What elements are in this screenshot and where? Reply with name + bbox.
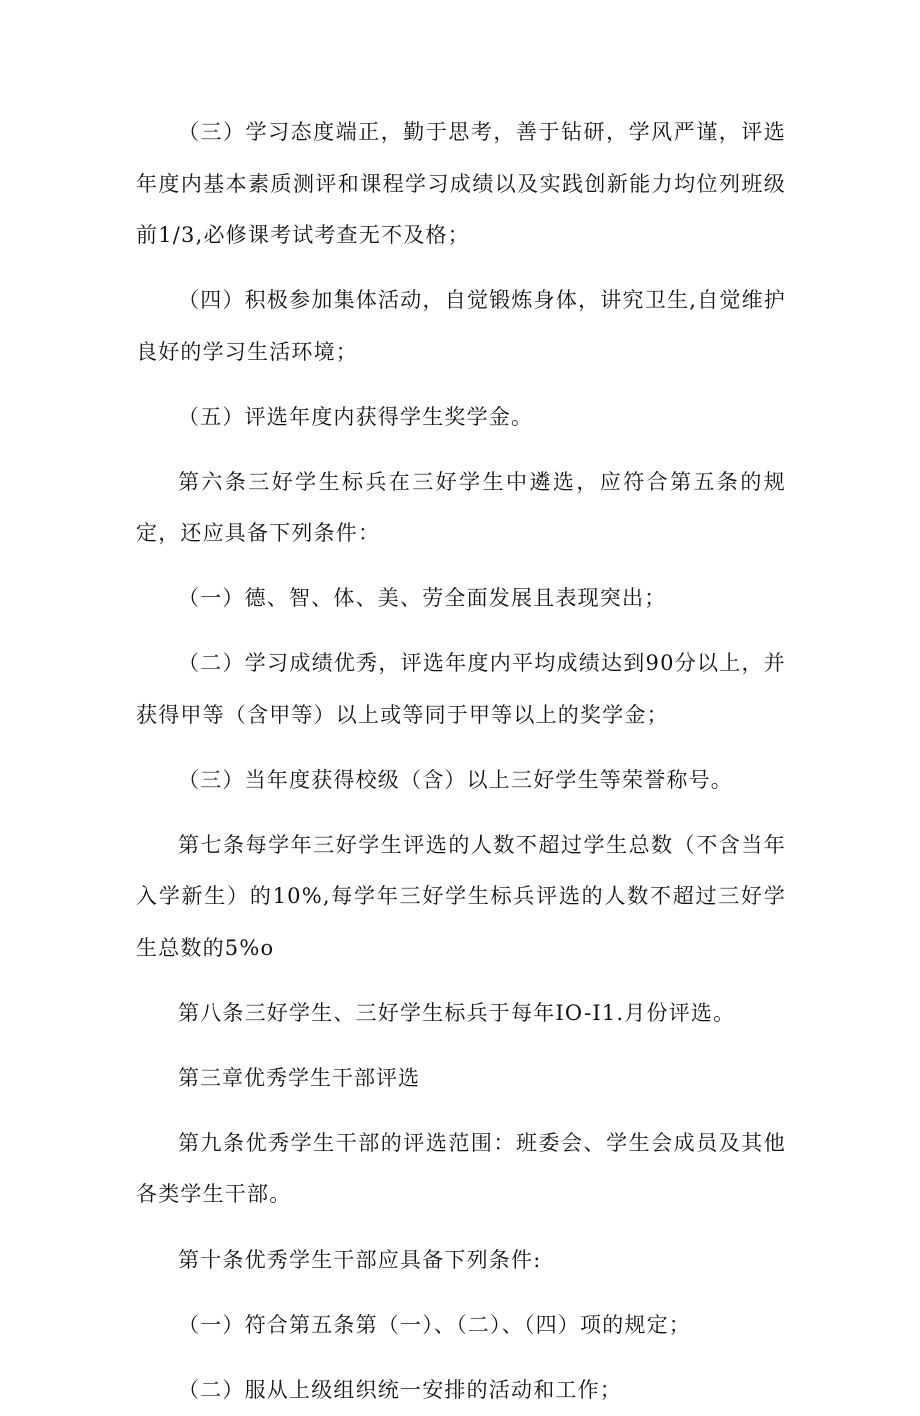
clause-3-study-attitude: （三）学习态度端正，勤于思考，善于钻研，学风严谨，评选年度内基本素质测评和课程学习成绩以及实践创新能力均位列班级前1/3,必修课考试考查无不及格；	[136, 107, 786, 262]
article-6-item-1: （一）德、智、体、美、劳全面发展且表现突出；	[136, 573, 786, 625]
article-8-schedule: 第八条三好学生、三好学生标兵于每年IO-I1.月份评选。	[136, 988, 786, 1040]
article-7-quota: 第七条每学年三好学生评选的人数不超过学生总数（不含当年入学新生）的10%,每学年三好学生标兵评选的人数不超过三好学生总数的5%o	[136, 820, 786, 975]
clause-4-collective-activities: （四）积极参加集体活动，自觉锻炼身体，讲究卫生,自觉维护良好的学习生活环境；	[136, 275, 786, 378]
clause-5-scholarship: （五）评选年度内获得学生奖学金。	[136, 392, 786, 444]
article-10-conditions: 第十条优秀学生干部应具备下列条件:	[136, 1235, 786, 1287]
chapter-3-heading: 第三章优秀学生干部评选	[136, 1053, 786, 1105]
article-10-item-2: （二）服从上级组织统一安排的活动和工作；	[136, 1365, 786, 1416]
article-6-model-student: 第六条三好学生标兵在三好学生中遴选，应符合第五条的规定，还应具备下列条件：	[136, 457, 786, 560]
article-6-item-3: （三）当年度获得校级（含）以上三好学生等荣誉称号。	[136, 755, 786, 807]
article-10-item-1: （一）符合第五条第（一）、（二）、（四）项的规定；	[136, 1300, 786, 1352]
article-6-item-2: （二）学习成绩优秀，评选年度内平均成绩达到90分以上，并获得甲等（含甲等）以上或等同于甲等以上的奖学金；	[136, 638, 786, 741]
article-9-scope: 第九条优秀学生干部的评选范围：班委会、学生会成员及其他各类学生干部。	[136, 1118, 786, 1221]
